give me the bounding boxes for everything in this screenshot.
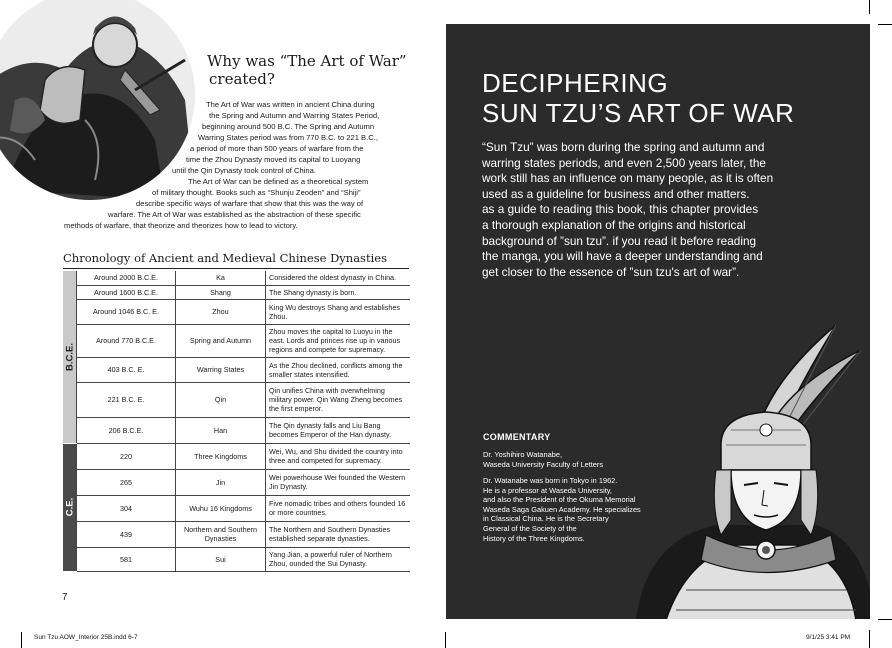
chapter-title-line: DECIPHERING: [482, 68, 669, 98]
intro-line: of military thought. Books such as “Shunju Zeoden” and “Shiji”: [152, 188, 361, 197]
intro-line: a period of more than 500 years of warfare from the: [190, 144, 364, 153]
intro-line: the Spring and Autumn and Warring States Period,: [209, 111, 380, 120]
table-cell-dynasty: Spring and Autumn: [176, 324, 266, 357]
intro-line: time the Zhou Dynasty moved its capital to Luoyang: [186, 155, 361, 164]
intro-line: The Art of War was written in ancient China during: [206, 100, 375, 109]
intro-line: work still has an influence on many people, as it is often: [482, 171, 774, 186]
chapter-intro: [482, 140, 773, 280]
table-cell-dynasty: Wuhu 16 Kingdoms: [176, 495, 266, 521]
bio-line: General of the Society of the: [483, 523, 577, 533]
chronology-divider: [63, 268, 409, 269]
era-bce-label: [63, 271, 77, 443]
table-row: [63, 299, 410, 324]
table-row: [63, 271, 410, 285]
table-cell-description: The Northern and Southern Dynasties established separate dynasties.: [266, 521, 411, 547]
bio-line: Waseda Saga Gakuen Academy. He specializes: [483, 504, 641, 514]
table-cell-description: Wei, Wu, and Shu divided the country into three and competed for supremacy.: [266, 443, 411, 469]
intro-line: warfare. The Art of War was established as the abstraction of these specific: [108, 210, 361, 219]
table-cell-date: Around 770 B.C.E.: [77, 324, 176, 357]
table-row: [63, 417, 410, 443]
intro-line: a thorough explanation of the origins and historical: [482, 217, 746, 232]
table-cell-description: Wei powerhouse Wei founded the Western Jin Dynasty.: [266, 469, 411, 495]
manga-illustration-circle: [0, 0, 195, 200]
intro-line: “Sun Tzu” was born during the spring and autumn and: [482, 140, 765, 154]
table-cell-date: 221 B.C. E.: [77, 382, 176, 417]
table-cell-description: Five nomadic tribes and others founded 16 or more countries.: [266, 495, 411, 521]
intro-line: the manga, you will have a deeper understanding and: [482, 249, 763, 264]
table-cell-description: Considered the oldest dynasty in China.: [266, 271, 411, 285]
chronology-title: Chronology of Ancient and Medieval Chinese Dynasties: [63, 251, 387, 265]
table-cell-date: 304: [77, 495, 176, 521]
crop-mark: [869, 0, 870, 14]
intro-line: background of ”sun tzu”. if you read it before reading: [482, 233, 757, 248]
table-cell-date: 439: [77, 521, 176, 547]
chronology-table: [63, 271, 410, 572]
table-row: [63, 285, 410, 299]
intro-line: methods of warfare, that theorize and theorizes how to lead to victory.: [64, 221, 298, 230]
chapter-title: [482, 68, 794, 128]
table-row: [63, 495, 410, 521]
table-cell-date: 220: [77, 443, 176, 469]
table-cell-description: The Qin dynasty falls and Liu Bang becomes Emperor of the Han dynasty.: [266, 417, 411, 443]
table-cell-dynasty: Qin: [176, 382, 266, 417]
table-cell-description: King Wu destroys Shang and establishes Zhou.: [266, 299, 411, 324]
why-title: [207, 52, 407, 88]
print-date-slug: 9/1/25 3:41 PM: [806, 634, 851, 641]
era-ce-text: C.E.: [64, 497, 75, 517]
table-cell-date: Around 2000 B.C.E.: [77, 271, 176, 285]
crop-mark: [869, 630, 870, 648]
crop-mark: [445, 630, 446, 648]
bio-line: Dr. Watanabe was born in Tokyo in 1962.: [483, 476, 618, 485]
table-cell-description: The Shang dynasty is born.: [266, 285, 411, 299]
commentator-bio: [483, 476, 641, 543]
table-row: [63, 324, 410, 357]
intro-line: as a guide to reading this book, this chapter provides: [482, 202, 759, 217]
table-row: [63, 357, 410, 382]
file-info-slug: Sun Tzu AOW_Interior 25B.indd 6-7: [34, 634, 138, 641]
table-cell-dynasty: Ka: [176, 271, 266, 285]
intro-line: warring states periods, and even 2,500 years later, the: [482, 155, 766, 170]
bio-line: in Classical China. He is the Secretary: [483, 514, 609, 524]
commentary-heading: COMMENTARY: [483, 432, 551, 442]
table-cell-date: Around 1600 B.C.E.: [77, 285, 176, 299]
commentator-affiliation: Waseda University Faculty of Letters: [483, 460, 604, 469]
intro-line: get closer to the essence of ”sun tzu's art of war”.: [482, 264, 740, 279]
table-row: [63, 443, 410, 469]
table-cell-description: As the Zhou declined, conflicts among the smaller states intensified.: [266, 357, 411, 382]
chapter-title-line: SUN TZU’S ART OF WAR: [482, 98, 795, 128]
table-cell-dynasty: Shang: [176, 285, 266, 299]
intro-line: The Art of War can be defined as a theoretical system: [188, 177, 369, 186]
crop-mark: [878, 619, 892, 620]
table-cell-description: Qin unifies China with overwhelming military power. Qin Wang Zheng becomes the first emperor.: [266, 382, 411, 417]
intro-line: Warring States period was from 770 B.C. to 221 B.C.,: [198, 133, 378, 142]
left-page: [0, 0, 446, 632]
right-page: [446, 24, 870, 619]
table-cell-date: 206 B.C.E.: [77, 417, 176, 443]
table-cell-date: 265: [77, 469, 176, 495]
table-row: [63, 469, 410, 495]
intro-line: until the Qin Dynasty took control of China.: [172, 166, 316, 175]
warrior-illustration: [606, 320, 870, 619]
bio-line: He is a professor at Waseda University,: [483, 485, 612, 495]
table-row: [63, 521, 410, 547]
table-cell-dynasty: Jin: [176, 469, 266, 495]
era-ce-label: [63, 443, 77, 571]
intro-line: used as a guideline for business and other matters.: [482, 186, 750, 201]
page-number: 7: [62, 592, 68, 603]
table-cell-description: Yang Jian, a powerful ruler of Northern Zhou, ounded the Sui Dynasty.: [266, 547, 411, 571]
table-cell-date: 581: [77, 547, 176, 571]
why-title-line: created?: [209, 70, 275, 88]
table-row: [63, 547, 410, 571]
table-cell-dynasty: Han: [176, 417, 266, 443]
warrior-horse-illustration: [0, 0, 195, 200]
crop-mark: [878, 24, 892, 25]
table-cell-date: Around 1046 B.C. E.: [77, 299, 176, 324]
crop-mark: [21, 630, 22, 648]
table-cell-dynasty: Warring States: [176, 357, 266, 382]
why-title-line: Why was “The Art of War”: [207, 52, 407, 70]
table-cell-dynasty: Northern and Southern Dynasties: [176, 521, 266, 547]
bio-line: and also the President of the Okuma Memorial: [483, 495, 636, 505]
intro-line: describe specific ways of warfare that show that this was the way of: [136, 199, 364, 208]
intro-line: beginning around 500 B.C. The Spring and Autumn: [202, 122, 375, 131]
table-row: [63, 382, 410, 417]
table-cell-date: 403 B.C. E.: [77, 357, 176, 382]
table-cell-dynasty: Zhou: [176, 299, 266, 324]
era-bce-text: B.C.E.: [64, 342, 75, 371]
bio-line: History of the Three Kingdoms.: [483, 533, 585, 543]
table-cell-dynasty: Three Kingdoms: [176, 443, 266, 469]
table-cell-description: Zhou moves the capital to Luoyu in the east. Lords and princes rise up in various regions and compete for supremacy.: [266, 324, 411, 357]
commentator-name: Dr. Yoshihiro Watanabe,: [483, 450, 563, 459]
table-cell-dynasty: Sui: [176, 547, 266, 571]
